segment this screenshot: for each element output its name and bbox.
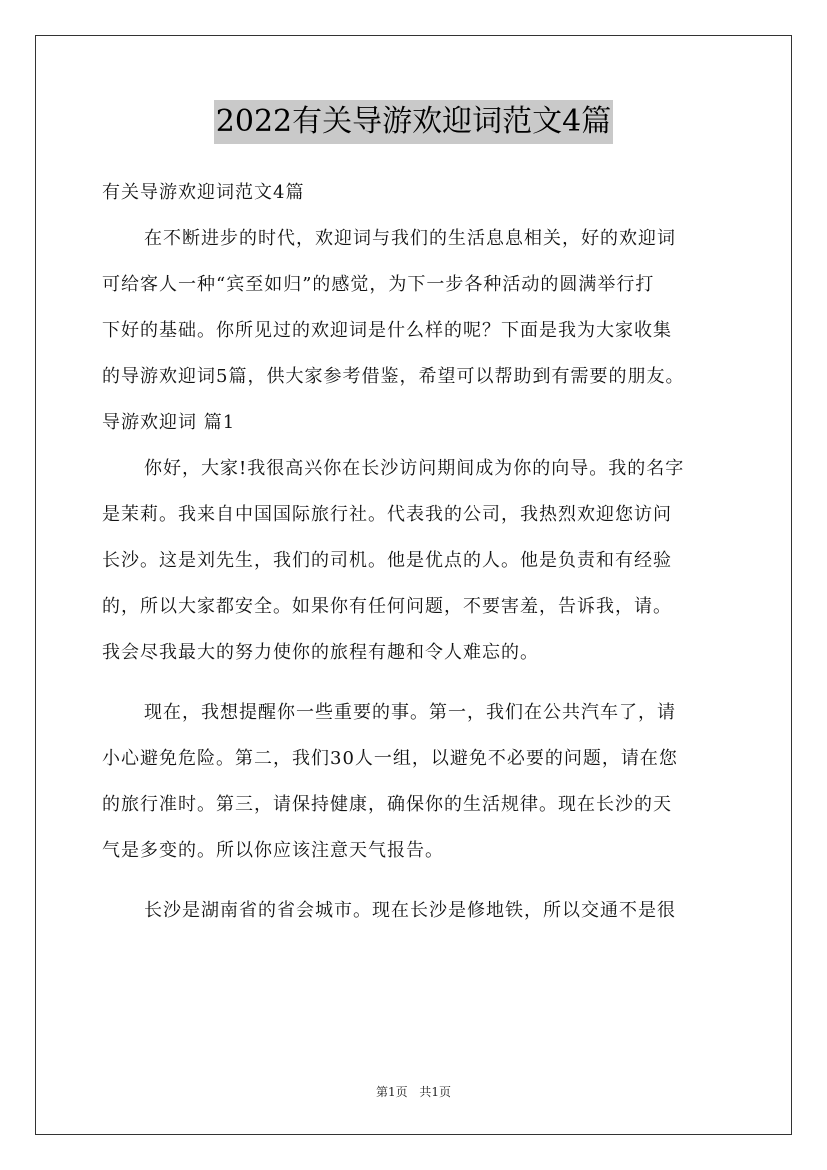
- page-footer: [0, 1083, 827, 1100]
- page-number: 第1页: [375, 1085, 408, 1099]
- text-line: 气是多变的。所以你应该注意天气报告。: [102, 840, 444, 861]
- text-line: 在不断进步的时代，欢迎词与我们的生活息息相关，好的欢迎词: [144, 228, 676, 249]
- text-line: 小心避免危险。第二，我们30人一组，以避免不必要的问题，请在您: [102, 748, 678, 769]
- document-title: 2022有关导游欢迎词范文4篇: [214, 100, 613, 144]
- paragraph-gap: [102, 874, 742, 888]
- text-line: 我会尽我最大的努力使你的旅程有趣和令人难忘的。: [102, 642, 539, 663]
- text-line: 有关导游欢迎词范文4篇: [102, 182, 305, 203]
- text-line: 长沙。这是刘先生，我们的司机。他是优点的人。他是负责和有经验: [102, 550, 672, 571]
- page-total: 共1页: [419, 1085, 452, 1099]
- title-container: [0, 100, 827, 144]
- text-line: 的旅行准时。第三，请保持健康，确保你的生活规律。现在长沙的天: [102, 794, 672, 815]
- text-line: 长沙是湖南省的省会城市。现在长沙是修地铁，所以交通不是很: [144, 900, 676, 921]
- text-line: 下好的基础。你所见过的欢迎词是什么样的呢？下面是我为大家收集: [102, 320, 672, 341]
- text-line: 你好，大家!我很高兴你在长沙访问期间成为你的向导。我的名字: [144, 458, 685, 479]
- text-line: 现在，我想提醒你一些重要的事。第一，我们在公共汽车了，请: [144, 702, 676, 723]
- paragraph-gap: [102, 676, 742, 690]
- document-body: [102, 170, 742, 934]
- text-line: 导游欢迎词 篇1: [102, 412, 236, 433]
- text-line: 是茉莉。我来自中国国际旅行社。代表我的公司，我热烈欢迎您访问: [102, 504, 672, 525]
- text-line: 的，所以大家都安全。如果你有任何问题，不要害羞，告诉我，请。: [102, 596, 672, 617]
- text-line: 可给客人一种“宾至如归”的感觉，为下一步各种活动的圆满举行打: [102, 274, 655, 295]
- text-line: 的导游欢迎词5篇，供大家参考借鉴，希望可以帮助到有需要的朋友。: [102, 366, 685, 387]
